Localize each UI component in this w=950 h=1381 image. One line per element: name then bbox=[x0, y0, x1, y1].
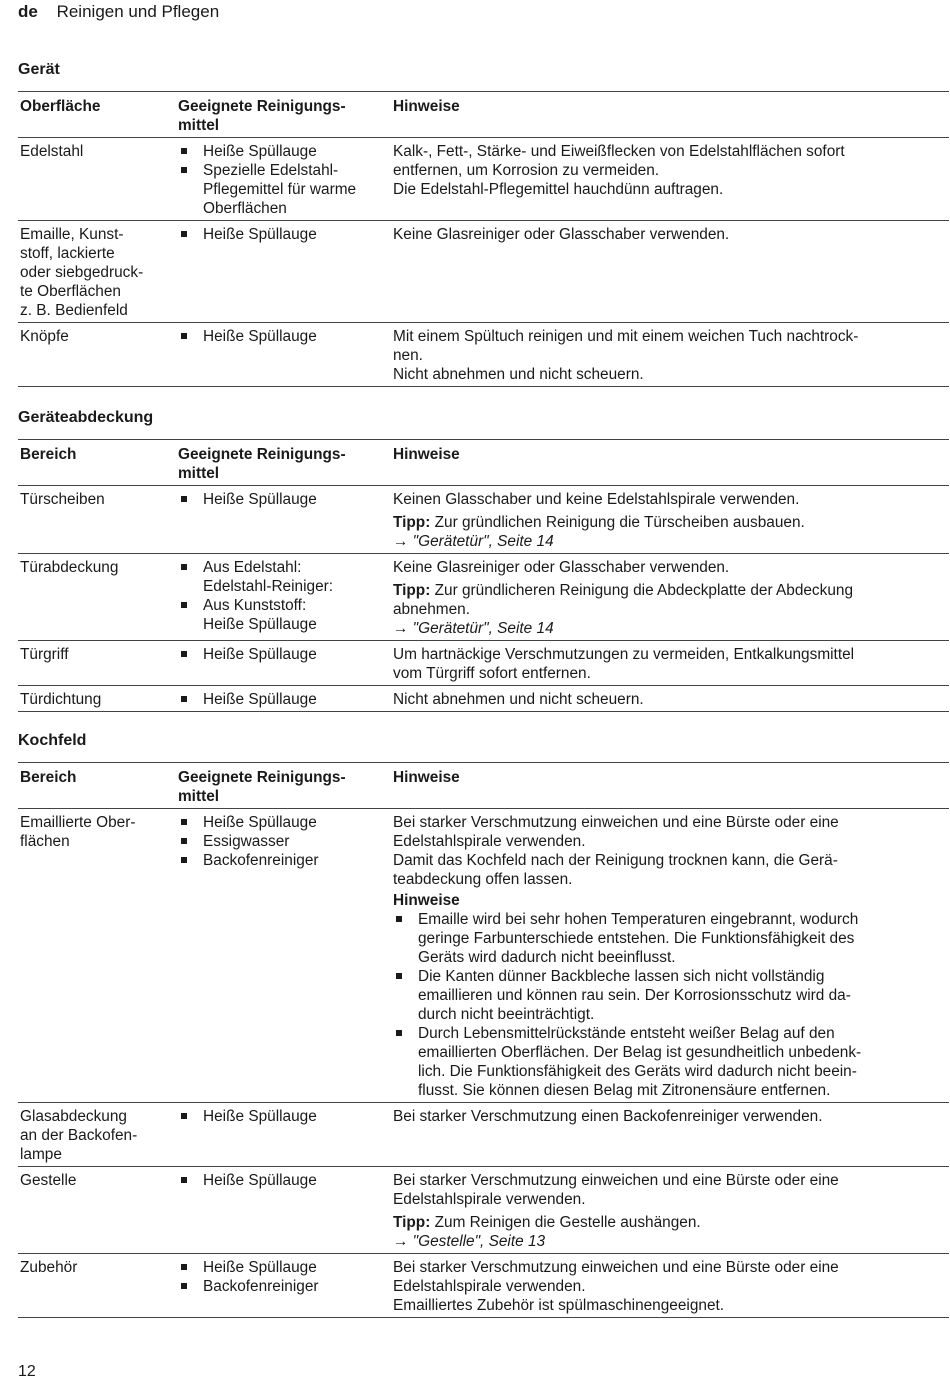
table-header-row bbox=[18, 763, 949, 809]
cell-agents bbox=[176, 686, 391, 712]
note-text: Damit das Kochfeld nach der Reinigung trocknen kann, die Gerä- teabdeckung offen lassen. bbox=[393, 852, 838, 888]
agent-list bbox=[178, 490, 389, 509]
care-table-kochfeld bbox=[18, 762, 949, 1318]
note-text: Mit einem Spültuch reinigen und mit einem weichen Tuch nachtrock- nen. bbox=[393, 328, 859, 364]
table-row bbox=[18, 221, 949, 323]
cell-notes bbox=[391, 1254, 949, 1318]
agent-item: Heiße Spüllauge bbox=[178, 490, 389, 509]
agent-list bbox=[178, 813, 389, 870]
notes-bullet-item: Emaille wird bei sehr hohen Temperaturen eingebrannt, wodurch geringe Farbunterschiede entstehen. Die Funktionsfähigkeit des Geräts wird dadurch nicht beeinflusst. bbox=[393, 910, 947, 967]
table-row bbox=[18, 1167, 949, 1254]
agent-list bbox=[178, 690, 389, 709]
agent-item: Backofenreiniger bbox=[178, 1277, 389, 1296]
note-text: Nicht abnehmen und nicht scheuern. bbox=[393, 691, 644, 708]
agent-list bbox=[178, 558, 389, 634]
tip-label: Tipp: bbox=[393, 514, 431, 531]
agent-item: Essigwasser bbox=[178, 832, 389, 851]
cross-reference-link[interactable]: → "Gestelle", Seite 13 bbox=[393, 1233, 546, 1250]
notes-bullet-item: Durch Lebensmittelrückstände entsteht weißer Belag auf den emaillierten Oberflächen. Der Belag ist gesundheitlich unbedenk- lich. Die Funktionsfähigkeit des Geräts wird dadurch nicht beein- flusst. Sie können diesen Belag mit Zitronensäure entfernen. bbox=[393, 1024, 947, 1100]
cell-notes bbox=[391, 486, 949, 554]
table-row bbox=[18, 641, 949, 686]
note-text: Bei starker Verschmutzung einweichen und eine Bürste oder eine Edelstahlspirale verwenden. bbox=[393, 1259, 839, 1295]
cell-area: Edelstahl bbox=[18, 138, 176, 221]
note-text: Kalk-, Fett-, Stärke- und Eiweißflecken von Edelstahlflächen sofort entfernen, um Korrosion zu vermeiden. bbox=[393, 143, 845, 179]
cross-reference-link[interactable]: → "Gerätetür", Seite 14 bbox=[393, 533, 554, 550]
tip-label: Tipp: bbox=[393, 582, 431, 599]
table-header-row bbox=[18, 92, 949, 138]
agent-item: Heiße Spüllauge bbox=[178, 813, 389, 832]
agent-item: Aus Kunststoff: Heiße Spüllauge bbox=[178, 596, 389, 634]
agent-item: Backofenreiniger bbox=[178, 851, 389, 870]
cell-agents bbox=[176, 1167, 391, 1254]
section-title-geraet: Gerät bbox=[18, 61, 60, 78]
cell-agents bbox=[176, 809, 391, 1103]
agent-list bbox=[178, 1107, 389, 1126]
column-header: Hinweise bbox=[391, 440, 949, 486]
column-header: Hinweise bbox=[391, 763, 949, 809]
cell-agents bbox=[176, 554, 391, 641]
cell-area: Zubehör bbox=[18, 1254, 176, 1318]
column-header: Geeignete Reinigungs- mittel bbox=[176, 440, 391, 486]
cell-area: Türgriff bbox=[18, 641, 176, 686]
column-header: Geeignete Reinigungs- mittel bbox=[176, 92, 391, 138]
table-row bbox=[18, 554, 949, 641]
table-row bbox=[18, 138, 949, 221]
agent-item: Aus Edelstahl: Edelstahl-Reiniger: bbox=[178, 558, 389, 596]
table-row bbox=[18, 1103, 949, 1167]
agent-list bbox=[178, 645, 389, 664]
cell-area: Türscheiben bbox=[18, 486, 176, 554]
care-table-geraet bbox=[18, 91, 949, 387]
cell-notes bbox=[391, 641, 949, 686]
cell-notes bbox=[391, 809, 949, 1103]
agent-item: Spezielle Edelstahl- Pflegemittel für warme Oberflächen bbox=[178, 161, 389, 218]
cell-area: Emaillierte Ober- flächen bbox=[18, 809, 176, 1103]
cell-agents bbox=[176, 1254, 391, 1318]
agent-item: Heiße Spüllauge bbox=[178, 225, 389, 244]
tip-text: Zur gründlicheren Reinigung die Abdeckplatte der Abdeckung abnehmen. bbox=[393, 582, 854, 618]
tip-text: Zur gründlichen Reinigung die Türscheiben ausbauen. bbox=[434, 514, 805, 531]
column-header: Oberfläche bbox=[18, 92, 176, 138]
note-text: Keinen Glasschaber und keine Edelstahlspirale verwenden. bbox=[393, 491, 800, 508]
notes-bullet-item: Die Kanten dünner Backbleche lassen sich nicht vollständig emaillieren und können rau sein. Der Korrosionsschutz wird da- durch nicht beeinträchtigt. bbox=[393, 967, 947, 1024]
cell-agents bbox=[176, 641, 391, 686]
cell-agents bbox=[176, 138, 391, 221]
note-text: Emailliertes Zubehör ist spülmaschinengeeignet. bbox=[393, 1297, 725, 1314]
tip-text: Zum Reinigen die Gestelle aushängen. bbox=[434, 1214, 701, 1231]
agent-list bbox=[178, 1171, 389, 1190]
column-header: Hinweise bbox=[391, 92, 949, 138]
agent-item: Heiße Spüllauge bbox=[178, 690, 389, 709]
note-text: Die Edelstahl-Pflegemittel hauchdünn auftragen. bbox=[393, 181, 724, 198]
table-row bbox=[18, 686, 949, 712]
note-text: Um hartnäckige Verschmutzungen zu vermeiden, Entkalkungsmittel vom Türgriff sofort entfernen. bbox=[393, 646, 855, 682]
agent-item: Heiße Spüllauge bbox=[178, 142, 389, 161]
note-text: Bei starker Verschmutzung einweichen und eine Bürste oder eine Edelstahlspirale verwenden. bbox=[393, 814, 839, 850]
cross-reference-link[interactable]: → "Gerätetür", Seite 14 bbox=[393, 620, 554, 637]
agent-item: Heiße Spüllauge bbox=[178, 327, 389, 346]
cell-area: Gestelle bbox=[18, 1167, 176, 1254]
agent-item: Heiße Spüllauge bbox=[178, 1258, 389, 1277]
cell-notes bbox=[391, 1167, 949, 1254]
agent-list bbox=[178, 1258, 389, 1296]
column-header: Bereich bbox=[18, 440, 176, 486]
cell-agents bbox=[176, 323, 391, 387]
cell-notes bbox=[391, 1103, 949, 1167]
agent-item: Heiße Spüllauge bbox=[178, 1107, 389, 1126]
tip-note bbox=[393, 581, 947, 619]
column-header: Bereich bbox=[18, 763, 176, 809]
cell-notes bbox=[391, 138, 949, 221]
cell-agents bbox=[176, 221, 391, 323]
care-table-geraeteabdeckung bbox=[18, 439, 949, 712]
notes-subheading: Hinweise bbox=[393, 892, 460, 909]
agent-item: Heiße Spüllauge bbox=[178, 1171, 389, 1190]
tip-note bbox=[393, 513, 947, 532]
agent-item: Heiße Spüllauge bbox=[178, 645, 389, 664]
cell-agents bbox=[176, 486, 391, 554]
cell-notes bbox=[391, 554, 949, 641]
cell-notes bbox=[391, 221, 949, 323]
table-row bbox=[18, 323, 949, 387]
cell-agents bbox=[176, 1103, 391, 1167]
note-text: Nicht abnehmen und nicht scheuern. bbox=[393, 366, 644, 383]
cell-area: Glasabdeckung an der Backofen- lampe bbox=[18, 1103, 176, 1167]
cell-area: Knöpfe bbox=[18, 323, 176, 387]
page-header bbox=[18, 2, 219, 21]
agent-list bbox=[178, 225, 389, 244]
tip-note bbox=[393, 1213, 947, 1232]
section-title-geraeteabdeckung: Geräteabdeckung bbox=[18, 409, 154, 426]
tip-label: Tipp: bbox=[393, 1214, 431, 1231]
language-code: de bbox=[18, 2, 38, 21]
column-header: Geeignete Reinigungs- mittel bbox=[176, 763, 391, 809]
note-text: Keine Glasreiniger oder Glasschaber verwenden. bbox=[393, 226, 730, 243]
table-header-row bbox=[18, 440, 949, 486]
agent-list bbox=[178, 142, 389, 218]
cell-area: Emaille, Kunst- stoff, lackierte oder siebgedruck- te Oberflächen z. B. Bedienfeld bbox=[18, 221, 176, 323]
agent-list bbox=[178, 327, 389, 346]
table-row bbox=[18, 486, 949, 554]
note-text: Keine Glasreiniger oder Glasschaber verwenden. bbox=[393, 559, 730, 576]
table-row bbox=[18, 809, 949, 1103]
page-number: 12 bbox=[18, 1363, 36, 1380]
note-text: Bei starker Verschmutzung einweichen und eine Bürste oder eine Edelstahlspirale verwenden. bbox=[393, 1172, 839, 1208]
cell-notes bbox=[391, 686, 949, 712]
table-row bbox=[18, 1254, 949, 1318]
notes-bullet-list bbox=[393, 910, 947, 1100]
cell-area: Türabdeckung bbox=[18, 554, 176, 641]
cell-notes bbox=[391, 323, 949, 387]
section-title-kochfeld: Kochfeld bbox=[18, 732, 87, 749]
note-text: Bei starker Verschmutzung einen Backofenreiniger verwenden. bbox=[393, 1108, 823, 1125]
cell-area: Türdichtung bbox=[18, 686, 176, 712]
page-header-title: Reinigen und Pflegen bbox=[56, 2, 220, 21]
